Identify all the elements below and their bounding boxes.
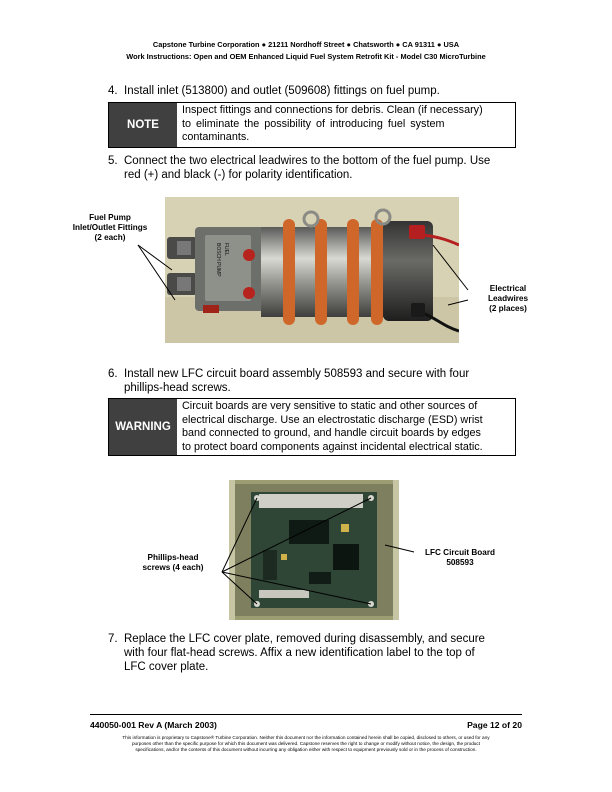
proprietary-notice xyxy=(80,735,532,753)
warning-label: WARNING xyxy=(109,399,177,455)
callout-line: Phillips-head xyxy=(147,553,199,562)
pump-label-text: FUEL xyxy=(223,243,229,256)
legal-line: specifications, and/or the contents of this document without incurring any obligation either with respect to equipment previously sold or in the process of construction. xyxy=(135,747,477,752)
pump-label-text: BOSCH PUMP xyxy=(215,243,221,277)
step-text: LFC cover plate. xyxy=(124,661,209,673)
callout-line: (2 places) xyxy=(489,304,527,313)
warning-line: band connected to ground, and handle circuit boards by edges xyxy=(182,427,481,439)
step-text: Install inlet (513800) and outlet (509608) fittings on fuel pump. xyxy=(124,85,440,97)
legal-line: purposes other than the specific purpose for which this document was delivered. Capstone reserves the right to change or modify without notice, the design, the product xyxy=(131,741,481,746)
warning-line: Circuit boards are very sensitive to static and other sources of xyxy=(182,400,478,412)
callout-line: Leadwires xyxy=(487,294,529,303)
footer-divider xyxy=(90,714,522,715)
step-text: with four flat-head screws. Affix a new identification label to the top of xyxy=(124,647,475,659)
step-text: Install new LFC circuit board assembly 508593 and secure with four xyxy=(124,368,470,380)
document-title: Work Instructions: Open and OEM Enhanced Liquid Fuel System Retrofit Kit - Model C30 MicroTurbine xyxy=(126,52,486,61)
note-line: to eliminate the possibility of introducing fuel system xyxy=(182,117,445,130)
callout-line: Fuel Pump xyxy=(89,213,131,222)
note-line: Inspect fittings and connections for debris. Clean (if necessary) xyxy=(182,104,483,116)
step-number: 7. xyxy=(108,633,118,645)
legal-line: This information is proprietary to Capstone® Turbine Corporation. Neither this document nor the information contained herein shall be copied, disclosed to others, or used for any xyxy=(122,735,490,740)
callout-line: Electrical xyxy=(489,284,527,293)
company-header: Capstone Turbine Corporation ● 21211 Nordhoff Street ● Chatsworth ● CA 91311 ● USA xyxy=(152,40,460,49)
step-number: 6. xyxy=(108,368,118,380)
note-label: NOTE xyxy=(109,103,177,147)
callout-line: (2 each) xyxy=(94,233,126,242)
step-text: phillips-head screws. xyxy=(124,382,231,394)
page-number: Page 12 of 20 xyxy=(467,720,522,730)
document-number: 440050-001 Rev A (March 2003) xyxy=(90,720,217,730)
warning-line: to protect board components against incidental electrical static. xyxy=(182,440,483,453)
step-text: Connect the two electrical leadwires to the bottom of the fuel pump. Use xyxy=(124,155,491,167)
callout-line: LFC Circuit Board xyxy=(424,548,496,557)
note-line: contaminants. xyxy=(182,131,250,143)
step-number: 4. xyxy=(108,85,118,97)
warning-line: electrical discharge. Use an electrostatic discharge (ESD) wrist xyxy=(182,413,483,426)
callout-line: screws (4 each) xyxy=(142,563,204,572)
callout-line: 508593 xyxy=(446,558,474,567)
step-number: 5. xyxy=(108,155,118,167)
step-text: red (+) and black (-) for polarity identification. xyxy=(124,169,353,181)
callout-line: Inlet/Outlet Fittings xyxy=(72,223,148,232)
step-7 xyxy=(108,632,528,676)
step-text: Replace the LFC cover plate, removed during disassembly, and secure xyxy=(124,633,485,645)
